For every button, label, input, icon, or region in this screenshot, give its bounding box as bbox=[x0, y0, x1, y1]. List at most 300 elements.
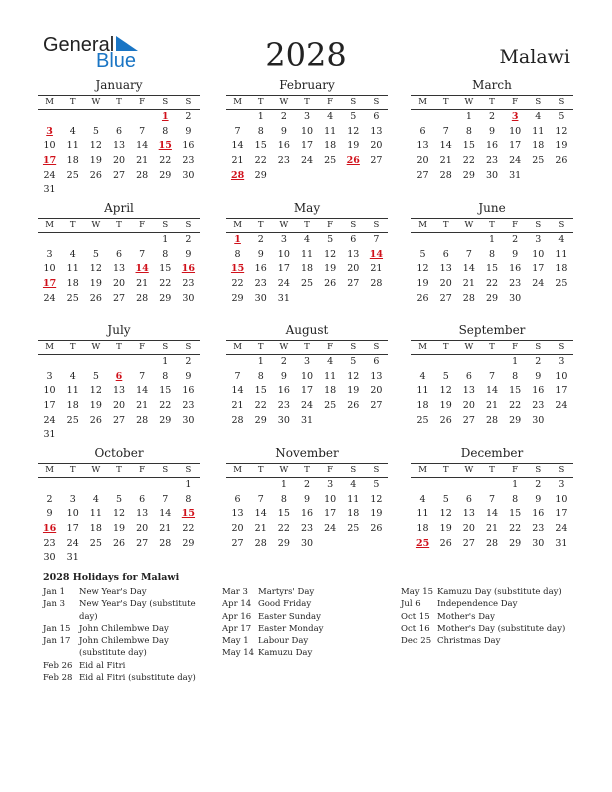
day-cell: 14 bbox=[485, 508, 499, 520]
empty-cell bbox=[434, 355, 457, 370]
day-cell: 12 bbox=[439, 385, 452, 397]
day-cell: 28 bbox=[159, 537, 172, 549]
day-cell: 18 bbox=[416, 523, 429, 535]
day-cell: 19 bbox=[347, 385, 360, 397]
day-cell: 4 bbox=[558, 234, 565, 245]
day-cell: 29 bbox=[254, 414, 267, 426]
day-cell: 7 bbox=[234, 125, 241, 137]
day-cell: 14 bbox=[462, 263, 475, 275]
month-title: May bbox=[293, 201, 321, 215]
weekday-label: F bbox=[327, 97, 334, 107]
day-cell: 30 bbox=[300, 537, 314, 549]
weekday-label: W bbox=[91, 465, 101, 475]
weekday-label: M bbox=[45, 342, 54, 352]
day-cell: 26 bbox=[370, 523, 383, 535]
day-cell: 11 bbox=[555, 248, 568, 260]
day-cell: 26 bbox=[89, 414, 102, 426]
day-cell: 19 bbox=[347, 140, 360, 152]
weekday-label: S bbox=[185, 97, 192, 107]
holiday-day: 14 bbox=[369, 248, 384, 260]
holiday-entry bbox=[222, 623, 402, 635]
day-cell: 10 bbox=[532, 248, 545, 260]
day-cell: 11 bbox=[66, 385, 79, 397]
day-cell: 3 bbox=[558, 479, 565, 490]
day-cell: 5 bbox=[115, 493, 123, 505]
weekday-label: M bbox=[233, 342, 242, 352]
weekday-label: T bbox=[304, 97, 310, 107]
day-cell: 30 bbox=[182, 292, 195, 304]
month-title: July bbox=[107, 323, 131, 337]
weekday-label: S bbox=[535, 220, 542, 230]
day-grid bbox=[411, 110, 573, 183]
day-cell: 9 bbox=[185, 125, 192, 137]
day-cell: 29 bbox=[159, 414, 172, 426]
holiday-day: 25 bbox=[415, 537, 430, 549]
day-cell: 15 bbox=[159, 263, 172, 275]
day-cell: 22 bbox=[231, 278, 244, 290]
day-cell: 28 bbox=[136, 414, 149, 426]
day-cell: 1 bbox=[280, 479, 287, 490]
weekday-label: W bbox=[279, 97, 289, 107]
day-cell: 29 bbox=[159, 292, 172, 304]
day-cell: 22 bbox=[159, 278, 172, 290]
holiday-day: 14 bbox=[135, 263, 149, 275]
day-cell: 5 bbox=[92, 248, 99, 260]
day-cell: 9 bbox=[280, 125, 287, 137]
weekday-label: T bbox=[116, 97, 122, 107]
day-cell: 30 bbox=[277, 414, 290, 426]
day-cell: 9 bbox=[303, 493, 311, 505]
day-cell: 2 bbox=[46, 493, 53, 505]
empty-cell bbox=[480, 355, 503, 370]
weekday-label: T bbox=[257, 220, 264, 230]
weekday-label: S bbox=[162, 97, 169, 107]
day-cell: 30 bbox=[532, 414, 545, 426]
holiday-column bbox=[222, 586, 402, 660]
day-cell: 17 bbox=[532, 263, 545, 275]
day-cell: 15 bbox=[254, 385, 267, 397]
holiday-name: John Chilembwe Day bbox=[79, 623, 169, 634]
day-cell: 23 bbox=[277, 400, 290, 412]
weekday-label: T bbox=[489, 97, 495, 107]
day-cell: 10 bbox=[300, 370, 314, 382]
day-cell: 21 bbox=[462, 278, 475, 290]
day-grid bbox=[411, 233, 573, 306]
day-cell: 10 bbox=[324, 493, 337, 505]
weekday-label: T bbox=[69, 220, 76, 230]
day-cell: 3 bbox=[303, 356, 311, 367]
day-cell: 1 bbox=[257, 356, 264, 367]
empty-cell bbox=[411, 233, 434, 248]
day-cell: 23 bbox=[43, 537, 56, 549]
empty-cell bbox=[434, 110, 457, 125]
day-cell: 30 bbox=[254, 292, 267, 304]
day-cell: 7 bbox=[488, 370, 496, 382]
day-cell: 12 bbox=[89, 385, 102, 397]
day-cell: 10 bbox=[277, 248, 290, 260]
day-cell: 4 bbox=[327, 356, 334, 367]
month-march bbox=[411, 78, 573, 183]
day-grid bbox=[226, 110, 388, 183]
empty-cell bbox=[226, 110, 249, 125]
weekday-label: F bbox=[327, 342, 334, 352]
holiday-day: 16 bbox=[181, 263, 196, 275]
day-cell: 20 bbox=[370, 140, 383, 152]
day-cell: 5 bbox=[327, 234, 334, 245]
day-cell: 3 bbox=[46, 370, 53, 382]
day-cell: 15 bbox=[485, 263, 499, 275]
weekday-label: T bbox=[257, 465, 264, 475]
day-cell: 2 bbox=[185, 356, 192, 367]
day-cell: 6 bbox=[465, 370, 472, 382]
day-cell: 13 bbox=[462, 508, 475, 520]
day-cell: 14 bbox=[231, 140, 244, 152]
day-cell: 8 bbox=[465, 125, 472, 137]
day-cell: 3 bbox=[280, 234, 287, 245]
holiday-entry bbox=[43, 598, 213, 623]
logo-text-general: General bbox=[43, 34, 115, 56]
holiday-entry bbox=[222, 598, 402, 610]
weekday-label: W bbox=[464, 342, 474, 352]
day-cell: 9 bbox=[512, 248, 519, 260]
day-cell: 3 bbox=[327, 479, 334, 490]
day-cell: 24 bbox=[300, 400, 314, 412]
empty-cell bbox=[411, 478, 434, 493]
day-cell: 26 bbox=[416, 292, 429, 304]
day-cell: 30 bbox=[182, 414, 195, 426]
weekday-header bbox=[411, 340, 573, 355]
day-cell: 17 bbox=[555, 508, 568, 520]
weekday-label: M bbox=[233, 97, 242, 107]
day-cell: 9 bbox=[257, 248, 264, 260]
weekday-label: F bbox=[139, 465, 146, 475]
day-cell: 18 bbox=[66, 155, 79, 167]
day-cell: 4 bbox=[419, 370, 426, 382]
day-cell: 21 bbox=[254, 523, 267, 535]
day-cell: 8 bbox=[162, 125, 169, 137]
day-cell: 5 bbox=[350, 111, 357, 122]
weekday-label: T bbox=[69, 97, 76, 107]
day-cell: 18 bbox=[532, 140, 545, 152]
day-cell: 23 bbox=[509, 278, 522, 290]
day-cell: 19 bbox=[89, 278, 102, 290]
month-title: October bbox=[94, 446, 144, 460]
day-cell: 2 bbox=[257, 234, 264, 245]
weekday-label: M bbox=[233, 220, 242, 230]
day-cell: 20 bbox=[347, 263, 360, 275]
weekday-label: T bbox=[116, 220, 122, 230]
empty-cell bbox=[38, 478, 61, 493]
day-cell: 26 bbox=[89, 169, 102, 181]
holiday-entry bbox=[222, 611, 402, 623]
day-cell: 26 bbox=[347, 400, 360, 412]
day-cell: 7 bbox=[234, 370, 241, 382]
day-cell: 5 bbox=[442, 370, 449, 382]
day-cell: 22 bbox=[182, 523, 195, 535]
weekday-label: S bbox=[535, 465, 542, 475]
day-cell: 26 bbox=[89, 292, 102, 304]
day-cell: 25 bbox=[324, 155, 337, 167]
day-cell: 28 bbox=[439, 169, 452, 181]
weekday-label: T bbox=[442, 220, 449, 230]
day-cell: 27 bbox=[462, 414, 475, 426]
holiday-day: 15 bbox=[230, 263, 245, 275]
weekday-label: T bbox=[257, 342, 264, 352]
day-cell: 5 bbox=[350, 356, 357, 367]
holiday-date: May 1 bbox=[222, 636, 249, 647]
day-cell: 1 bbox=[465, 111, 472, 122]
day-cell: 22 bbox=[159, 155, 172, 167]
weekday-label: F bbox=[512, 97, 519, 107]
day-cell: 4 bbox=[303, 234, 311, 245]
weekday-label: W bbox=[91, 97, 101, 107]
month-february bbox=[226, 78, 388, 183]
holiday-entry bbox=[401, 635, 581, 647]
weekday-label: T bbox=[69, 342, 76, 352]
day-cell: 27 bbox=[112, 414, 126, 426]
month-title: August bbox=[285, 323, 329, 337]
weekday-header bbox=[226, 340, 388, 355]
day-cell: 22 bbox=[509, 523, 522, 535]
day-cell: 5 bbox=[92, 370, 99, 382]
weekday-header bbox=[226, 463, 388, 478]
day-cell: 12 bbox=[347, 370, 360, 382]
day-cell: 23 bbox=[485, 155, 499, 167]
holiday-date: Feb 28 bbox=[43, 673, 73, 684]
day-cell: 17 bbox=[277, 263, 290, 275]
month-title: November bbox=[275, 446, 339, 460]
day-cell: 25 bbox=[66, 292, 79, 304]
holiday-day: 26 bbox=[346, 155, 360, 167]
holiday-entry bbox=[43, 635, 213, 660]
day-cell: 20 bbox=[112, 400, 126, 412]
day-cell: 3 bbox=[69, 493, 76, 505]
day-cell: 16 bbox=[485, 140, 499, 152]
day-cell: 18 bbox=[324, 140, 337, 152]
day-cell: 21 bbox=[231, 155, 244, 167]
day-cell: 2 bbox=[512, 234, 519, 245]
day-cell: 9 bbox=[46, 508, 53, 520]
holiday-column bbox=[43, 586, 213, 684]
day-cell: 12 bbox=[89, 140, 102, 152]
day-cell: 3 bbox=[46, 248, 53, 260]
holiday-name: Easter Sunday bbox=[258, 611, 321, 622]
day-cell: 21 bbox=[231, 400, 244, 412]
holiday-name: Labour Day bbox=[258, 636, 309, 647]
day-cell: 4 bbox=[419, 493, 426, 505]
holiday-date: Jan 1 bbox=[43, 587, 66, 597]
day-cell: 25 bbox=[347, 523, 360, 535]
day-cell: 6 bbox=[115, 248, 123, 260]
weekday-label: S bbox=[350, 465, 357, 475]
day-cell: 14 bbox=[231, 385, 244, 397]
day-cell: 10 bbox=[43, 385, 56, 397]
day-cell: 9 bbox=[535, 493, 542, 505]
day-cell: 31 bbox=[43, 429, 56, 441]
holiday-day: 28 bbox=[230, 169, 245, 181]
day-cell: 22 bbox=[159, 400, 172, 412]
empty-cell bbox=[131, 355, 154, 370]
day-cell: 11 bbox=[416, 508, 429, 520]
day-cell: 13 bbox=[462, 385, 475, 397]
empty-cell bbox=[61, 355, 84, 370]
day-cell: 27 bbox=[370, 400, 383, 412]
day-cell: 18 bbox=[347, 508, 360, 520]
day-cell: 30 bbox=[485, 169, 499, 181]
day-cell: 22 bbox=[509, 400, 522, 412]
empty-cell bbox=[154, 478, 177, 493]
day-cell: 8 bbox=[257, 125, 264, 137]
day-cell: 30 bbox=[509, 292, 522, 304]
day-cell: 23 bbox=[532, 523, 545, 535]
day-cell: 24 bbox=[509, 155, 522, 167]
day-cell: 19 bbox=[89, 400, 102, 412]
day-cell: 28 bbox=[136, 169, 149, 181]
weekday-label: W bbox=[464, 220, 474, 230]
day-cell: 7 bbox=[139, 370, 146, 382]
weekday-label: T bbox=[489, 342, 495, 352]
day-cell: 26 bbox=[324, 278, 337, 290]
month-title: June bbox=[478, 201, 506, 215]
month-october bbox=[38, 446, 200, 566]
day-cell: 8 bbox=[280, 493, 287, 505]
holiday-day: 1 bbox=[234, 234, 241, 245]
day-cell: 12 bbox=[370, 493, 383, 505]
empty-cell bbox=[61, 478, 84, 493]
day-cell: 24 bbox=[43, 292, 56, 304]
holiday-entry bbox=[43, 623, 213, 635]
day-cell: 10 bbox=[43, 140, 56, 152]
holiday-entry bbox=[222, 586, 402, 598]
weekday-label: T bbox=[489, 220, 495, 230]
empty-cell bbox=[107, 355, 130, 370]
month-title: September bbox=[458, 323, 526, 337]
weekday-label: S bbox=[350, 342, 357, 352]
day-cell: 19 bbox=[439, 523, 452, 535]
weekday-header bbox=[226, 218, 388, 233]
weekday-label: S bbox=[162, 342, 169, 352]
empty-cell bbox=[457, 355, 480, 370]
empty-cell bbox=[131, 233, 154, 248]
day-cell: 20 bbox=[416, 155, 429, 167]
weekday-label: S bbox=[185, 220, 192, 230]
weekday-label: T bbox=[442, 97, 449, 107]
day-cell: 31 bbox=[555, 537, 568, 549]
holiday-entry bbox=[222, 647, 402, 659]
day-cell: 12 bbox=[439, 508, 452, 520]
holiday-day: 15 bbox=[181, 508, 196, 520]
country-title: Malawi bbox=[499, 46, 570, 68]
day-cell: 30 bbox=[43, 552, 56, 564]
day-cell: 19 bbox=[370, 508, 383, 520]
weekday-header bbox=[226, 95, 388, 110]
weekday-label: W bbox=[464, 97, 474, 107]
day-grid bbox=[226, 233, 388, 306]
day-cell: 10 bbox=[509, 125, 522, 137]
holiday-day: 1 bbox=[161, 111, 169, 122]
day-cell: 11 bbox=[89, 508, 102, 520]
holiday-day: 3 bbox=[511, 111, 519, 122]
empty-cell bbox=[434, 233, 457, 248]
day-cell: 8 bbox=[257, 370, 264, 382]
weekday-label: F bbox=[512, 220, 519, 230]
day-cell: 23 bbox=[182, 400, 195, 412]
empty-cell bbox=[84, 355, 107, 370]
day-cell: 31 bbox=[66, 552, 79, 564]
day-cell: 10 bbox=[555, 370, 568, 382]
day-cell: 13 bbox=[370, 125, 383, 137]
year-title: 2028 bbox=[265, 36, 347, 74]
month-title: April bbox=[104, 201, 134, 215]
day-cell: 30 bbox=[182, 169, 195, 181]
day-cell: 29 bbox=[182, 537, 195, 549]
holiday-entry bbox=[43, 672, 213, 684]
holiday-name: Mother's Day (substitute day) bbox=[437, 623, 566, 634]
day-cell: 27 bbox=[416, 169, 429, 181]
day-cell: 28 bbox=[485, 537, 499, 549]
day-cell: 6 bbox=[465, 493, 472, 505]
day-cell: 21 bbox=[159, 523, 172, 535]
empty-cell bbox=[84, 233, 107, 248]
day-cell: 18 bbox=[66, 400, 79, 412]
holiday-date: Jan 17 bbox=[43, 636, 71, 647]
day-cell: 8 bbox=[162, 248, 169, 260]
day-cell: 28 bbox=[370, 278, 383, 290]
holiday-date: Mar 3 bbox=[222, 587, 248, 597]
weekday-label: S bbox=[350, 220, 357, 230]
day-cell: 5 bbox=[419, 248, 426, 260]
day-cell: 25 bbox=[532, 155, 545, 167]
empty-cell bbox=[38, 233, 61, 248]
day-cell: 26 bbox=[555, 155, 568, 167]
day-cell: 18 bbox=[324, 385, 337, 397]
day-cell: 28 bbox=[485, 414, 499, 426]
weekday-label: T bbox=[257, 97, 264, 107]
empty-cell bbox=[457, 233, 480, 248]
month-title: March bbox=[472, 78, 512, 92]
day-cell: 27 bbox=[112, 169, 126, 181]
holiday-name: Kamuzu Day bbox=[258, 648, 313, 659]
day-cell: 24 bbox=[66, 537, 79, 549]
day-cell: 29 bbox=[277, 537, 290, 549]
day-cell: 21 bbox=[485, 400, 499, 412]
day-cell: 23 bbox=[182, 278, 195, 290]
day-grid bbox=[226, 355, 388, 428]
day-cell: 13 bbox=[416, 140, 429, 152]
day-cell: 29 bbox=[462, 169, 475, 181]
day-cell: 1 bbox=[488, 234, 496, 245]
day-cell: 21 bbox=[485, 523, 499, 535]
day-cell: 24 bbox=[555, 400, 568, 412]
empty-cell bbox=[411, 355, 434, 370]
weekday-label: F bbox=[512, 342, 519, 352]
day-cell: 4 bbox=[327, 111, 334, 122]
holiday-date: Apr 16 bbox=[222, 611, 252, 622]
weekday-label: T bbox=[489, 465, 495, 475]
day-cell: 1 bbox=[512, 479, 519, 490]
day-cell: 18 bbox=[66, 278, 79, 290]
day-cell: 27 bbox=[347, 278, 360, 290]
day-cell: 20 bbox=[112, 155, 126, 167]
day-cell: 26 bbox=[439, 537, 452, 549]
day-cell: 29 bbox=[509, 414, 522, 426]
empty-cell bbox=[61, 233, 84, 248]
day-cell: 20 bbox=[136, 523, 149, 535]
weekday-label: F bbox=[139, 220, 146, 230]
day-cell: 16 bbox=[532, 508, 545, 520]
day-cell: 19 bbox=[89, 155, 102, 167]
day-cell: 17 bbox=[555, 385, 568, 397]
